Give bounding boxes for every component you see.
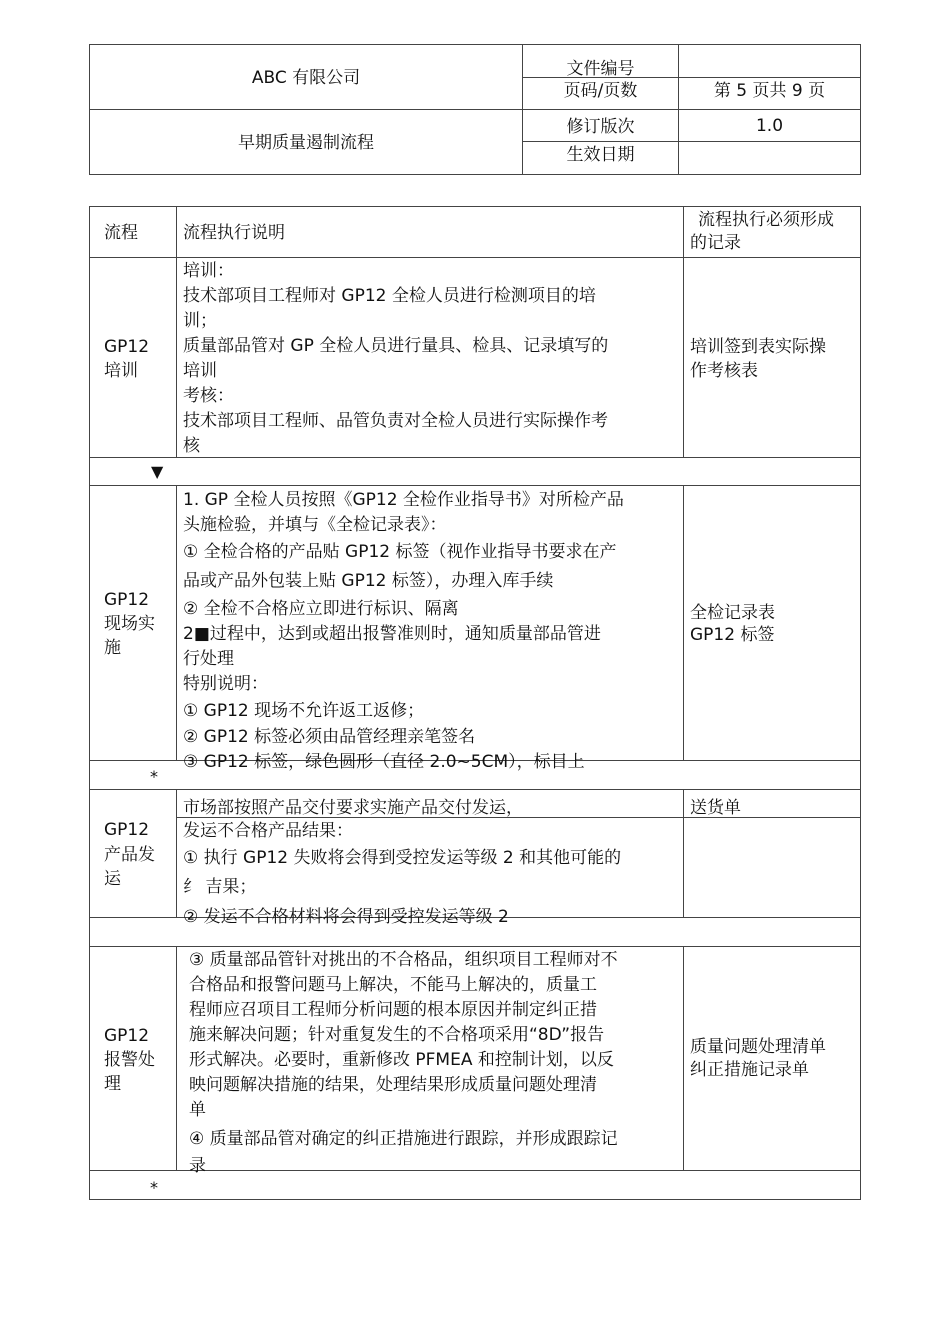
desc-line: 品或产品外包装上贴 GP12 标签），办理入库手续 [183, 571, 554, 591]
effective-label: 生效日期 [566, 145, 635, 165]
step-name: GP12 [104, 820, 150, 840]
company-name: ABC 有限公司 [251, 68, 361, 88]
desc-line: 培训： [183, 261, 234, 281]
desc-line: 行处理 [183, 649, 234, 669]
desc-line: 程师应召项目工程师分析问题的根本原因并制定纠正措 [189, 1000, 597, 1020]
page-label: 页码/页数 [563, 81, 638, 101]
down-arrow-icon: ▼ [151, 462, 164, 481]
step-name: 现场实 [104, 614, 155, 634]
step-name: 施 [104, 638, 121, 658]
step-name: GP12 [104, 1026, 150, 1046]
connector-marker: * [150, 1178, 158, 1197]
record-item: 培训签到表实际操 [690, 337, 826, 357]
desc-line: ④ 质量部品管对确定的纠正措施进行跟踪，并形成跟踪记 [189, 1129, 618, 1149]
desc-line: ② GP12 标签必须由品管经理亲笔签名 [183, 727, 476, 747]
col-header-records: 流程执行必须形成 [698, 210, 834, 230]
doc-no-label: 文件编号 [566, 59, 635, 79]
desc-line: ② 全检不合格应立即进行标识、隔离 [183, 599, 459, 619]
col-header-records-2: 的记录 [690, 233, 741, 253]
record-item: 送货单 [690, 798, 741, 818]
record-item: 全检记录表 [690, 603, 775, 623]
desc-line: 质量部品管对 GP 全检人员进行量具、检具、记录填写的 [183, 336, 609, 356]
step-name: 运 [104, 869, 121, 889]
desc-line: 头施检验，并填与《全检记录表》： [183, 515, 447, 535]
record-item: 纠正措施记录单 [690, 1060, 809, 1080]
step-name: GP12 [104, 337, 150, 357]
col-header-description: 流程执行说明 [183, 223, 285, 243]
process-title: 早期质量遏制流程 [238, 133, 374, 153]
desc-line: 技术部项目工程师、品管负责对全检人员进行实际操作考 [183, 411, 608, 431]
desc-line: 1. GP 全检人员按照《GP12 全检作业指导书》对所检产品 [183, 490, 624, 510]
desc-line: 录 [189, 1156, 206, 1176]
desc-line: ② 发运不合格材料将会得到受控发运等级 2 [183, 907, 509, 927]
record-item: GP12 标签 [690, 625, 775, 645]
desc-line: 合格品和报警问题马上解决，不能马上解决的，质量工 [189, 975, 597, 995]
record-item: 作考核表 [690, 361, 758, 381]
step-name: GP12 [104, 590, 150, 610]
desc-line: 核 [183, 436, 200, 456]
step-name: 培训 [104, 361, 138, 381]
desc-line: 技术部项目工程师对 GP12 全检人员进行检测项目的培 [183, 286, 596, 306]
desc-line: 2■过程中，达到或超出报警准则时，通知质量部品管进 [183, 624, 601, 644]
connector-marker: * [150, 767, 158, 786]
revision-value: 1.0 [755, 116, 784, 136]
revision-label: 修订版次 [566, 117, 635, 137]
desc-line: 单 [189, 1100, 206, 1120]
desc-line: 考核： [183, 386, 234, 406]
step-name: 理 [104, 1074, 121, 1094]
page-value: 第 5 页共 9 页 [713, 81, 826, 101]
desc-line: ① GP12 现场不允许返工返修； [183, 701, 425, 721]
step-name: 报警处 [104, 1050, 155, 1070]
desc-line: 发运不合格产品结果： [183, 821, 353, 841]
desc-line: 施来解决问题；针对重复发生的不合格项采用“8D”报告 [189, 1025, 605, 1045]
desc-line: ③ GP12 标签，绿色圆形（直径 2.0~5CM），标目上 [183, 752, 585, 772]
desc-line: 特别说明： [183, 674, 268, 694]
desc-line: 映问题解决措施的结果，处理结果形成质量问题处理清 [189, 1075, 597, 1095]
col-header-process: 流程 [104, 223, 138, 243]
record-item: 质量问题处理清单 [690, 1037, 826, 1057]
desc-line: 培训 [183, 361, 217, 381]
desc-line: 训； [183, 311, 217, 331]
desc-line: ① 全检合格的产品贴 GP12 标签（视作业指导书要求在产 [183, 542, 617, 562]
step-name: 产品发 [104, 845, 155, 865]
desc-line: 市场部按照产品交付要求实施产品交付发运， [183, 798, 523, 818]
desc-line: ① 执行 GP12 失败将会得到受控发运等级 2 和其他可能的 [183, 848, 622, 868]
desc-line: ③ 质量部品管针对挑出的不合格品，组织项目工程师对不 [189, 950, 618, 970]
desc-line: 纟 吉果； [183, 877, 257, 897]
desc-line: 形式解决。必要时，重新修改 PFMEA 和控制计划，以反 [189, 1050, 614, 1070]
